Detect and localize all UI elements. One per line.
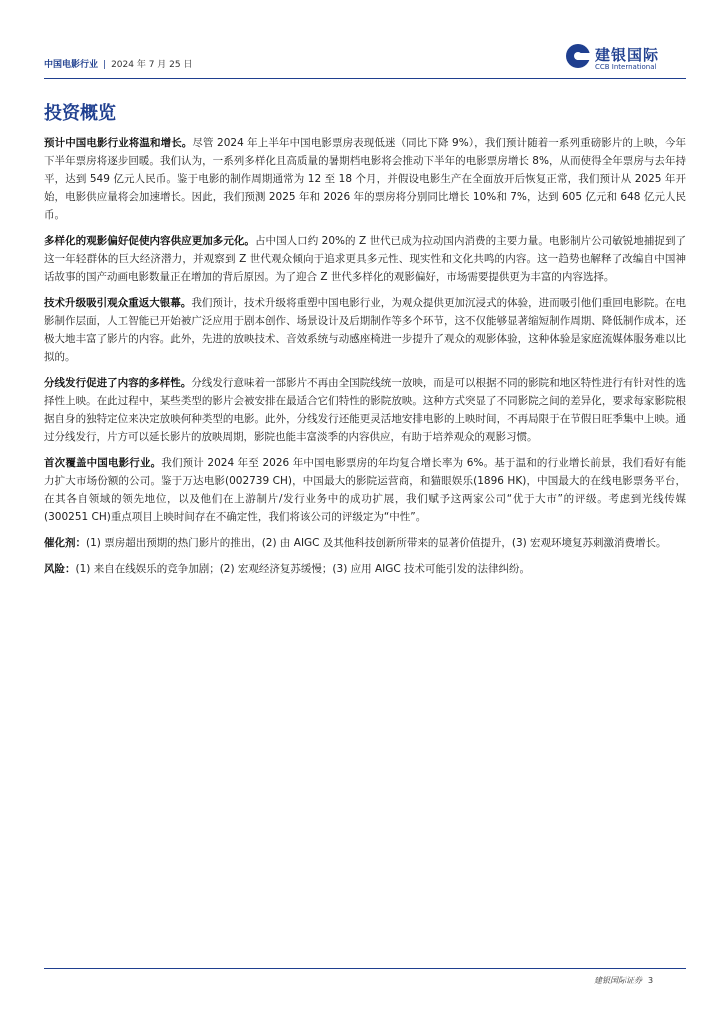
paragraph-body: 尽管 2024 年上半年中国电影票房表现低迷（同比下降 9%），我们预计随着一系列重磅影片的上映，今年下半年票房将逐步回暖。我们认为，一系列多样化且高质量的暑期档电影将会推动下半年的电影票房增长 8%，从而使得全年票房与去年持平，达到 549 亿元人民币。鉴于电影的制作周期通常为 12 至 18 个月，并假设电影生产在全面放开后恢复正常，我们预计从 2025 年开始，电影供应量将会加速增长。因此，我们预测 2025 年和 2026 年的票房将分别同比增长 10%和 7%，达到 605 亿元和 648 亿元人民币。 bbox=[44, 137, 686, 221]
paragraph-distribution bbox=[44, 374, 686, 446]
paragraph-lead: 首次覆盖中国电影行业。 bbox=[44, 457, 162, 469]
paragraph-outlook bbox=[44, 134, 686, 224]
paragraph-lead: 催化剂： bbox=[44, 537, 86, 549]
paragraph-lead: 预计中国电影行业将温和增长。 bbox=[44, 137, 193, 149]
paragraph-body: 分线发行意味着一部影片不再由全国院线统一放映，而是可以根据不同的影院和地区特性进行有针对性的选择性上映。在此过程中，某些类型的影片会被安排在最适合它们特性的影院放映。这种方式突显了不同影院之间的差异化，要求每家影院根据自身的独特定位来决定放映何种类型的电影。此外，分线发行还能更灵活地安排电影的上映时间，不再局限于在节假日旺季集中上映。通过分线发行，片方可以延长影片的放映周期，影院也能丰富淡季的内容供应，有助于培养观众的观影习惯。 bbox=[44, 377, 687, 443]
paragraph-body: 我们预计，技术升级将重塑中国电影行业，为观众提供更加沉浸式的体验，进而吸引他们重回电影院。在电影制作层面，人工智能已开始被广泛应用于剧本创作、场景设计及后期制作等多个环节，这不仅能够显著缩短制作周期、降低制作成本，还极大地丰富了影片的内容。此外，先进的放映技术、音效系统与动感座椅进一步提升了观众的观影体验，这种体验是家庭流媒体服务难以比拟的。 bbox=[44, 297, 687, 363]
paragraph-lead: 风险： bbox=[44, 563, 76, 575]
page-number: 3 bbox=[648, 976, 654, 985]
paragraph-lead: 技术升级吸引观众重返大银幕。 bbox=[44, 297, 192, 309]
paragraph-lead: 分线发行促进了内容的多样性。 bbox=[44, 377, 192, 389]
report-date: 2024 年 7 月 25 日 bbox=[111, 60, 193, 70]
paragraph-risks bbox=[44, 560, 686, 578]
paragraph-coverage bbox=[44, 454, 686, 526]
paragraph-body: 我们预计 2024 年至 2026 年中国电影票房的年均复合增长率为 6%。基于温和的行业增长前景，我们看好有能力扩大市场份额的公司。鉴于万达电影(002739 CH)，中国最大的影院运营商，和猫眼娱乐(1896 HK)，中国最大的在线电影票务平台，在其各自领域的领先地位，以及他们在上游制片/发行业务中的成功扩展，我们赋予这两家公司“优于大市”的评级。考虑到光线传媒(300251 CH)重点项目上映时间存在不确定性，我们将该公司的评级定为“中性”。 bbox=[44, 457, 686, 523]
footer-divider bbox=[44, 968, 686, 969]
paragraph-body: (1) 票房超出预期的热门影片的推出，(2) 由 AIGC 及其他科技创新所带来的显著价值提升，(3) 宏观环境复苏刺激消费增长。 bbox=[86, 537, 667, 549]
ccb-international-logo bbox=[566, 44, 686, 74]
header-divider bbox=[44, 78, 686, 79]
footer-source: 建银国际证券 bbox=[594, 976, 642, 985]
body-content bbox=[44, 134, 686, 586]
paragraph-diversity bbox=[44, 232, 686, 286]
page-footer bbox=[594, 975, 653, 986]
logo-name-en: CCB International bbox=[595, 63, 657, 71]
paragraph-body: (1) 来自在线娱乐的竞争加剧；(2) 宏观经济复苏缓慢；(3) 应用 AIGC 技术可能引发的法律纠纷。 bbox=[75, 563, 531, 575]
header-separator: | bbox=[103, 60, 107, 70]
ccb-logo-icon bbox=[566, 44, 590, 68]
page-title: 投资概览 bbox=[44, 103, 116, 124]
industry-label: 中国电影行业 bbox=[44, 60, 99, 70]
logo-name-cn: 建银国际 bbox=[595, 46, 660, 64]
paragraph-technology bbox=[44, 294, 686, 366]
paragraph-catalysts bbox=[44, 534, 686, 552]
paragraph-lead: 多样化的观影偏好促使内容供应更加多元化。 bbox=[44, 235, 255, 247]
paragraph-body: 占中国人口约 20%的 Z 世代已成为拉动国内消费的主要力量。电影制片公司敏锐地捕捉到了这一年轻群体的巨大经济潜力，并观察到 Z 世代观众倾向于追求更具多元性、现实性和文化共鸣的内容。这一趋势也解释了改编自中国神话故事的国产动画电影数量正在增加的背后原因。为了迎合 Z 世代多样化的观影偏好，市场需要提供更为丰富的内容选择。 bbox=[44, 235, 686, 283]
